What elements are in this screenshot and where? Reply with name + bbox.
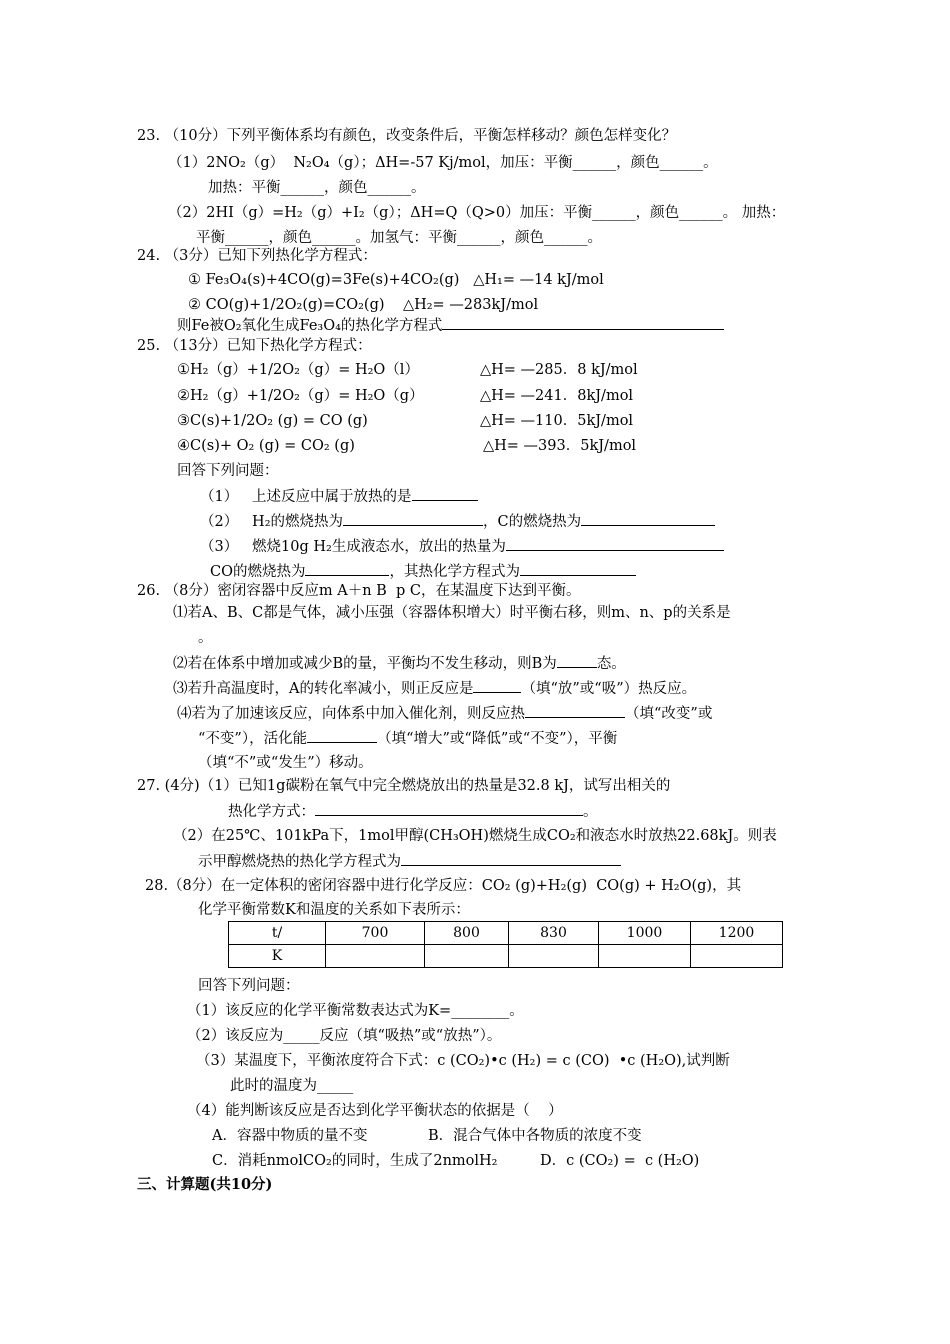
table-cell: 1200 [691, 922, 783, 945]
answer-blank [307, 728, 377, 743]
q25-dh-4: △H= —393．5kJ/mol [483, 438, 637, 454]
answer-blank [315, 801, 583, 816]
table-cell: 700 [326, 922, 425, 945]
q24-ask: 则Fe被O₂氧化生成Fe₃O₄的热化学方程式 [177, 315, 724, 336]
q23-line-2: 加热：平衡______，颜色______。 [208, 180, 426, 196]
q25-sub-2: （2） H₂的燃烧热为 ，C的燃烧热为 [200, 511, 715, 532]
q24-eq-1: ① Fe₃O₄(s)+4CO(g)=3Fe(s)+4CO₂(g) △H₁= —14 kJ/mol [188, 272, 604, 288]
q28-sub-2: （2）该反应为_____反应（填“吸热”或“放热”）。 [187, 1028, 502, 1044]
section-heading: 三、计算题(共10分) [137, 1176, 273, 1193]
answer-blank [473, 678, 521, 693]
q25-dh-3: △H= —110．5kJ/mol [480, 413, 634, 429]
answer-blank [525, 703, 625, 718]
q25-eq-1: ①H₂（g）+1/2O₂（g）= H₂O（l） [177, 362, 419, 378]
q26-part-4-cont: “不变”），活化能 （填“增大”或“降低”或“不变”），平衡 [198, 728, 617, 749]
q28-option-b: B．混合气体中各物质的浓度不变 [428, 1128, 642, 1144]
q23-line-1: （1）2NO₂（g） N₂O₄（g）；ΔH=-57 Kj/mol，加压：平衡______，颜色______。 [168, 155, 718, 171]
table-cell [599, 945, 691, 968]
q27-line-3: 示甲醇燃烧热的热化学方程式为 [198, 851, 621, 872]
k-temperature-table [228, 921, 783, 968]
table-cell: 800 [425, 922, 509, 945]
q24-title: 24. （3分）已知下列热化学方程式： [137, 248, 377, 264]
answer-blank [557, 653, 597, 668]
q28-option-a: A．容器中物质的量不变 [212, 1128, 368, 1144]
answer-blank [412, 486, 478, 501]
table-cell [326, 945, 425, 968]
table-cell: 830 [509, 922, 599, 945]
q25-eq-4: ④C(s)+ O₂ (g) = CO₂ (g) [177, 438, 355, 454]
answer-blank [520, 561, 636, 576]
q28-sub-1: （1）该反应的化学平衡常数表达式为K=________。 [187, 1003, 524, 1019]
q28-sub-3-end: 此时的温度为_____ [230, 1078, 354, 1094]
q25-dh-1: △H= —285．8 kJ/mol [480, 362, 638, 378]
q27-line-2: （2）在25℃、101kPa下，1mol甲醇(CH₃OH)燃烧生成CO₂和液态水时放热22.68kJ。则表 [173, 828, 777, 844]
q26-title: 26. （8分）密闭容器中反应m A＋n B p C，在某温度下达到平衡。 [137, 583, 581, 599]
q28-sub-3: （3）某温度下，平衡浓度符合下式：c (CO₂)•c (H₂) = c (CO) •c (H₂O),试判断 [196, 1053, 730, 1069]
q25-eq-2: ②H₂（g）+1/2O₂（g）= H₂O（g） [177, 388, 424, 404]
q26-part-3: ⑶若升高温度时，A的转化率减小，则正反应是 （填“放”或“吸”）热反应。 [173, 678, 696, 699]
q28-option-c: C．消耗nmolCO₂的同时，生成了2nmolH₂ [212, 1153, 498, 1169]
table-cell: K [229, 945, 326, 968]
answer-blank [401, 851, 621, 866]
q28-title: 28.（8分）在一定体积的密闭容器中进行化学反应：CO₂ (g)+H₂(g) CO(g) + H₂O(g)，其 [145, 878, 742, 894]
q23-line-4: 平衡______，颜色______。加氢气：平衡______，颜色______。 [196, 230, 602, 246]
table-cell [509, 945, 599, 968]
answer-blank [343, 511, 483, 526]
q25-sub-3: （3） 燃烧10g H₂生成液态水，放出的热量为 [200, 536, 724, 557]
answer-blank [506, 536, 724, 551]
q26-part-4-end: （填“不”或“发生”）移动。 [198, 755, 373, 771]
q28-line-1: 化学平衡常数K和温度的关系如下表所示： [198, 902, 470, 918]
q26-part-2: ⑵若在体系中增加或减少B的量，平衡均不发生移动，则B为 态。 [173, 653, 626, 674]
q25-sub-4: CO的燃烧热为 ，其热化学方程式为 [210, 561, 636, 582]
answer-blank [442, 315, 724, 330]
table-row [229, 945, 783, 968]
table-cell: 1000 [599, 922, 691, 945]
answer-blank [305, 561, 389, 576]
table-cell [425, 945, 509, 968]
q23-line-3: （2）2HI（g）=H₂（g）+I₂（g）；ΔH=Q（Q>0）加压：平衡______，颜色______。 加热： [168, 205, 786, 221]
q25-sub-1: （1） 上述反应中属于放热的是 [200, 486, 478, 507]
answer-blank [581, 511, 715, 526]
q24-eq-2: ② CO(g)+1/2O₂(g)=CO₂(g) △H₂= —283kJ/mol [188, 297, 539, 313]
table-cell: t/ [229, 922, 326, 945]
q25-eq-3: ③C(s)+1/2O₂ (g) = CO (g) [177, 413, 368, 429]
q25-dh-2: △H= —241．8kJ/mol [480, 388, 634, 404]
q28-option-d: D．c (CO₂) = c (H₂O) [540, 1153, 700, 1169]
q27-line-1: 热化学方式： 。 [228, 801, 598, 822]
q25-title: 25. （13分）已知下热化学方程式： [137, 338, 372, 354]
q26-part-4: ⑷若为了加速该反应，向体系中加入催化剂，则反应热 （填“改变”或 [177, 703, 712, 724]
table-cell [691, 945, 783, 968]
q23-title: 23. （10分）下列平衡体系均有颜色，改变条件后，平衡怎样移动？颜色怎样变化？ [137, 128, 677, 144]
q28-sub-4: （4）能判断该反应是否达到化学平衡状态的依据是（ ） [187, 1103, 563, 1119]
q25-answer-heading: 回答下列问题： [177, 463, 279, 479]
q26-part-1: ⑴若A、B、C都是气体，减小压强（容器体积增大）时平衡右移，则m、n、p的关系是 [173, 605, 731, 621]
q27-title: 27. (4分)（1）已知1g碳粉在氧气中完全燃烧放出的热量是32.8 kJ，试写出相关的 [137, 778, 671, 794]
table-row [229, 922, 783, 945]
q26-part-1-end: 。 [198, 630, 213, 646]
q28-answer-heading: 回答下列问题： [198, 978, 300, 994]
